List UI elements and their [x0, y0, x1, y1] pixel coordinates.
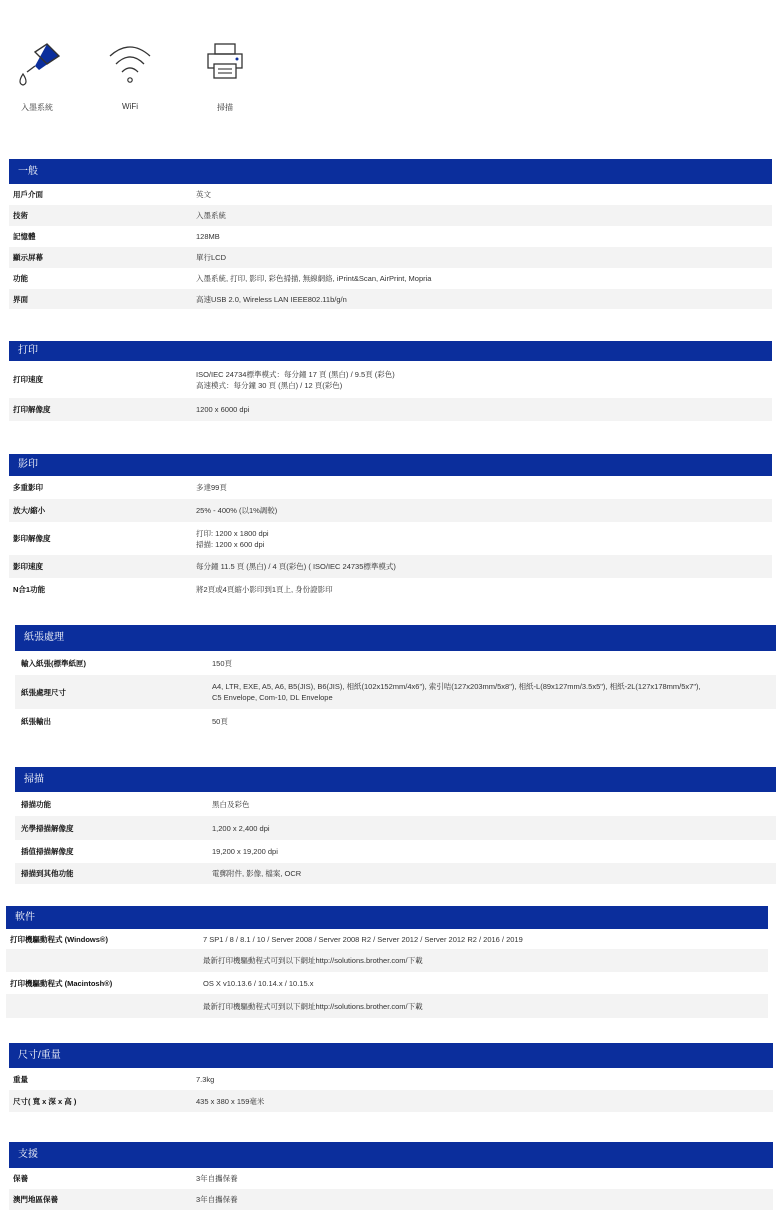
table-row	[9, 226, 772, 247]
feature-wifi	[85, 38, 175, 111]
spec-value: 7.3kg	[196, 1074, 215, 1084]
ink-bottle-icon	[7, 38, 67, 88]
section-title: 紙張處理	[15, 625, 776, 651]
spec-value: 單行LCD	[196, 253, 227, 262]
spec-value: 多達99頁	[196, 483, 227, 492]
table-row	[9, 555, 772, 578]
table-row	[9, 184, 772, 205]
spec-table	[15, 792, 776, 884]
spec-label: 影印解像度	[13, 534, 51, 543]
spec-label: 掃描功能	[21, 799, 51, 809]
spec-label: 紙張處理尺寸	[21, 687, 66, 697]
section-general	[9, 159, 772, 309]
spec-value: 435 x 380 x 159毫米	[196, 1096, 265, 1106]
spec-table	[9, 1068, 773, 1112]
spec-value: 最新打印機驅動程式可到以下網址http://solutions.brother.com/下載	[203, 956, 423, 965]
table-row	[9, 205, 772, 226]
spec-table	[9, 1168, 773, 1210]
spec-label: 輸入紙張(標準紙匣)	[21, 658, 86, 668]
section-scan	[15, 767, 776, 884]
spec-label: 插值掃描解像度	[21, 847, 74, 856]
spec-value: 英文	[196, 190, 211, 199]
spec-value: 每分鐘 11.5 頁 (黑白) / 4 頁(彩色) ( ISO/IEC 24735標準模式)	[196, 562, 396, 571]
section-copy	[9, 454, 772, 601]
spec-value: 25% - 400% (以1%調較)	[196, 506, 278, 515]
table-row	[9, 1090, 773, 1112]
spec-label: 用戶介面	[13, 190, 43, 199]
table-row	[15, 792, 776, 816]
spec-value: 入墨系統, 打印, 影印, 彩色掃描, 無線網絡, iPrint&Scan, AirPrint, Mopria	[196, 274, 432, 283]
spec-label: 打印速度	[13, 375, 43, 384]
section-title: 軟件	[6, 906, 768, 929]
table-row	[9, 522, 772, 555]
table-row	[9, 1068, 773, 1090]
spec-value: OS X v10.13.6 / 10.14.x / 10.15.x	[203, 978, 314, 988]
spec-value: 最新打印機驅動程式可到以下網址http://solutions.brother.com/下載	[203, 1001, 423, 1011]
section-support	[9, 1142, 773, 1210]
table-row	[15, 863, 776, 884]
feature-label: WiFi	[122, 102, 138, 111]
section-title: 影印	[9, 454, 772, 476]
spec-value: ISO/IEC 24734標準模式：每分鐘 17 頁 (黑白) / 9.5頁 (彩色) 高速模式：每分鐘 30 頁 (黑白) / 12 頁(彩色)	[196, 369, 395, 390]
table-row	[9, 1168, 773, 1189]
feature-scan	[180, 38, 270, 113]
scanner-icon	[195, 38, 255, 88]
spec-label: 放大/縮小	[13, 506, 46, 515]
spec-label: 尺寸( 寬 x 深 x 高 )	[13, 1096, 77, 1106]
table-row	[9, 289, 772, 309]
spec-value: 1,200 x 2,400 dpi	[212, 823, 270, 833]
feature-ink	[0, 38, 82, 113]
spec-value: 3年自攜保養	[196, 1195, 238, 1204]
table-row	[15, 840, 776, 863]
spec-value: 電郵附件, 影像, 檔案, OCR	[212, 869, 302, 878]
table-row	[6, 972, 768, 994]
spec-value: 7 SP1 / 8 / 8.1 / 10 / Server 2008 / Server 2008 R2 / Server 2012 / Server 2012 R2 / 2016 / 2019	[203, 934, 523, 944]
section-paper	[15, 625, 776, 733]
spec-label: 多重影印	[13, 483, 43, 492]
spec-table	[9, 184, 772, 309]
section-print	[9, 341, 772, 421]
table-row	[9, 1189, 773, 1210]
feature-label: 入墨系統	[21, 103, 53, 112]
table-row	[15, 651, 776, 675]
spec-label: 保養	[13, 1174, 28, 1183]
spec-value: 黑白及彩色	[212, 799, 250, 809]
spec-value: 1200 x 6000 dpi	[196, 405, 250, 414]
spec-label: 記憶體	[13, 232, 36, 241]
section-dimensions	[9, 1043, 773, 1112]
table-row	[6, 994, 768, 1018]
spec-label: 打印機驅動程式 (Macintosh®)	[10, 978, 113, 988]
section-title: 尺寸/重量	[9, 1043, 773, 1068]
spec-label: 影印速度	[13, 562, 43, 571]
spec-table	[9, 476, 772, 601]
spec-label: 打印機驅動程式 (Windows®)	[10, 934, 108, 944]
spec-value: 打印: 1200 x 1800 dpi 掃描: 1200 x 600 dpi	[196, 528, 269, 549]
section-title: 掃描	[15, 767, 776, 792]
table-row	[9, 361, 772, 398]
wifi-icon	[100, 38, 160, 88]
section-title: 打印	[9, 341, 772, 361]
spec-value: 3年自攜保養	[196, 1174, 238, 1183]
spec-label: 澳門地區保養	[13, 1195, 58, 1204]
table-row	[6, 929, 768, 949]
spec-value: 將2頁或4頁縮小影印到1頁上, 身份證影印	[196, 585, 333, 594]
spec-label: 掃描到其他功能	[21, 869, 74, 878]
spec-value: 入墨系統	[196, 211, 226, 220]
section-title: 一般	[9, 159, 772, 184]
table-row	[15, 675, 776, 709]
spec-value: 150頁	[212, 658, 233, 668]
spec-label: N合1功能	[13, 585, 46, 594]
table-row	[9, 247, 772, 268]
spec-label: 光學掃描解像度	[21, 823, 74, 833]
feature-icons	[0, 38, 400, 118]
spec-value: 128MB	[196, 232, 220, 241]
table-row	[9, 398, 772, 421]
spec-table	[15, 651, 776, 733]
table-row	[9, 268, 772, 289]
table-row	[9, 499, 772, 522]
spec-label: 重量	[13, 1074, 28, 1084]
spec-label: 紙張輸出	[21, 716, 51, 726]
spec-table	[6, 929, 768, 1018]
table-row	[15, 709, 776, 733]
table-row	[9, 578, 772, 601]
table-row	[6, 949, 768, 972]
spec-label: 功能	[13, 274, 28, 283]
section-title: 支援	[9, 1142, 773, 1168]
spec-table	[9, 361, 772, 421]
spec-value: A4, LTR, EXE, A5, A6, B5(JIS), B6(JIS), 相紙(102x152mm/4x6"), 索引咭(127x203mm/5x8"), 相紙-L(89x127mm/3.5x5"), 相紙-2L(127x178mm/5x7"), C5 Envelope, Com-10, DL Envelope	[212, 682, 701, 702]
feature-label: 掃描	[217, 103, 233, 112]
table-row	[15, 816, 776, 840]
section-software	[6, 906, 768, 1018]
spec-value: 50頁	[212, 716, 228, 726]
spec-value: 19,200 x 19,200 dpi	[212, 847, 278, 856]
spec-value: 高速USB 2.0, Wireless LAN IEEE802.11b/g/n	[196, 294, 347, 304]
spec-label: 技術	[13, 211, 28, 220]
spec-label: 界面	[13, 294, 28, 304]
table-row	[9, 476, 772, 499]
spec-label: 打印解像度	[13, 405, 51, 414]
spec-label: 顯示屏幕	[13, 253, 43, 262]
